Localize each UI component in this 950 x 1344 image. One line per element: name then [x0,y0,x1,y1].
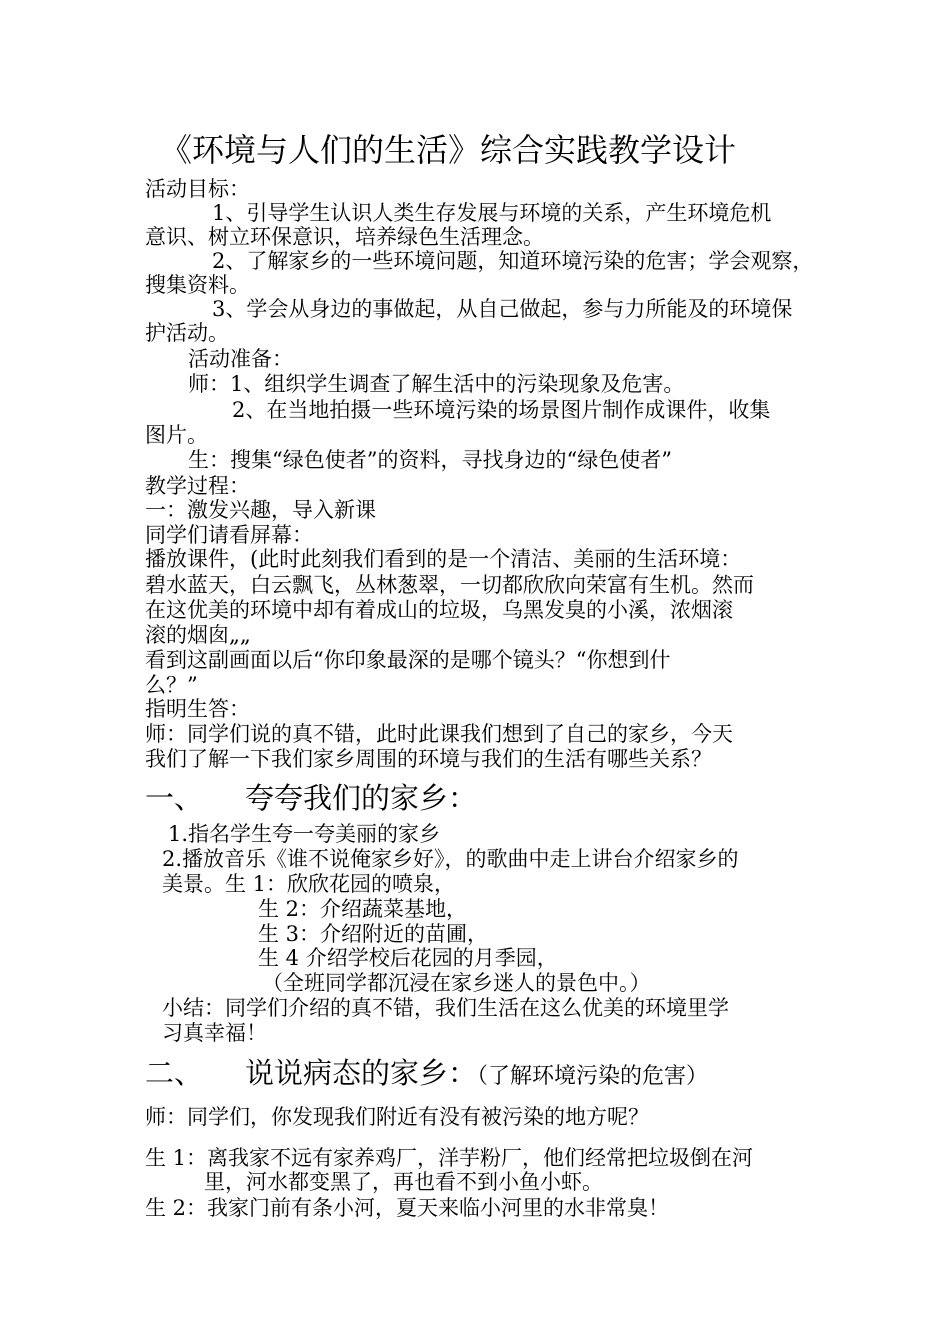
goal-3-line-2: 护活动。 [145,321,229,345]
answer-line: 指明生答： [145,697,250,721]
section-2-student-1-line-2: 里，河水都变黑了，再也看不到小鱼小虾。 [204,1170,603,1194]
process-heading: 教学过程： [145,474,250,498]
section-1-item-1: 1.指名学生夸一夸美丽的家乡 [168,822,441,846]
play-line-3: 在这优美的环境中却有着成山的垃圾，乌黑发臭的小溪，浓烟滚 [145,598,733,622]
section-1-student-3: 生 3：介绍附近的苗圃， [258,922,489,946]
screen-line: 同学们请看屏幕： [145,523,313,547]
section-2-heading [145,1055,708,1095]
section-2-student-1-line-1: 生 1：离我家不远有家养鸡厂，洋芋粉厂，他们经常把垃圾倒在河 [145,1146,754,1170]
section-1-summary-line-2: 习真幸福！ [162,1021,267,1045]
section-1-class-note: （全班同学都沉浸在家乡迷人的景色中。） [262,971,651,995]
section-2-title: 说说病态的家乡： [245,1056,478,1090]
teacher-line-2: 我们了解一下我们家乡周围的环境与我们的生活有哪些关系？ [145,747,712,771]
play-line-4: 滚的烟囱„„ [145,623,251,647]
goal-1-line-2: 意识、树立环保意识，培养绿色生活理念。 [145,225,544,249]
goal-2-line-1: 2、了解家乡的一些环境问题，知道环境污染的危害；学会观察， [212,249,814,273]
step-1-heading: 一：激发兴趣，导入新课 [145,498,376,522]
section-1-student-4: 生 4 介绍学校后花园的月季园， [258,946,558,970]
document-title: 《环境与人们的生活》综合实践教学设计 [160,131,737,169]
section-1-item-2-line-2: 美景。生 1：欣欣花园的喷泉， [162,872,456,896]
goal-1-line-1: 1、引导学生认识人类生存发展与环境的关系，产生环境危机 [212,201,772,225]
section-1-student-2: 生 2：介绍蔬菜基地， [258,897,468,921]
section-2-subtitle: （了解环境污染的危害） [477,1064,709,1089]
section-2-student-2: 生 2：我家门前有条小河，夏天来临小河里的水非常臭！ [145,1196,670,1220]
prep-heading: 活动准备： [188,347,293,371]
prep-teacher-2-line-2: 图片。 [145,423,208,447]
question-line-2: 么？” [145,673,198,697]
section-2-teacher: 师：同学们，你发现我们附近有没有被污染的地方呢？ [145,1105,649,1129]
section-1-heading [145,780,477,816]
play-line-2: 碧水蓝天，白云飘飞，丛林葱翠，一切都欣欣向荣富有生机。然而 [145,573,754,597]
prep-teacher-1: 师：1、组织学生调查了解生活中的污染现象及危害。 [188,372,685,396]
prep-teacher-2-line-1: 2、在当地拍摄一些环境污染的场景图片制作成课件，收集 [232,398,771,422]
goals-heading: 活动目标： [145,177,250,201]
section-1-number: 一、 [145,781,204,815]
section-1-title: 夸夸我们的家乡： [245,781,478,815]
section-1-summary-line-1: 小结：同学们介绍的真不错，我们生活在这么优美的环境里学 [162,996,729,1020]
play-line-1: 播放课件，(此时此刻我们看到的是一个清洁、美丽的生活环境： [145,547,742,571]
prep-student: 生：搜集“绿色使者”的资料，寻找身边的“绿色使者” [188,448,672,472]
section-1-item-2-line-1: 2.播放音乐《谁不说俺家乡好》，的歌曲中走上讲台介绍家乡的 [162,847,739,871]
question-line-1: 看到这副画面以后“你印象最深的是哪个镜头？“你想到什 [145,648,671,672]
teacher-line-1: 师：同学们说的真不错，此时此课我们想到了自己的家乡，今天 [145,722,733,746]
goal-3-line-1: 3、学会从身边的事做起，从自己做起，参与力所能及的环境保 [212,297,793,321]
goal-2-line-2: 搜集资料。 [145,273,250,297]
section-2-number: 二、 [145,1056,204,1090]
